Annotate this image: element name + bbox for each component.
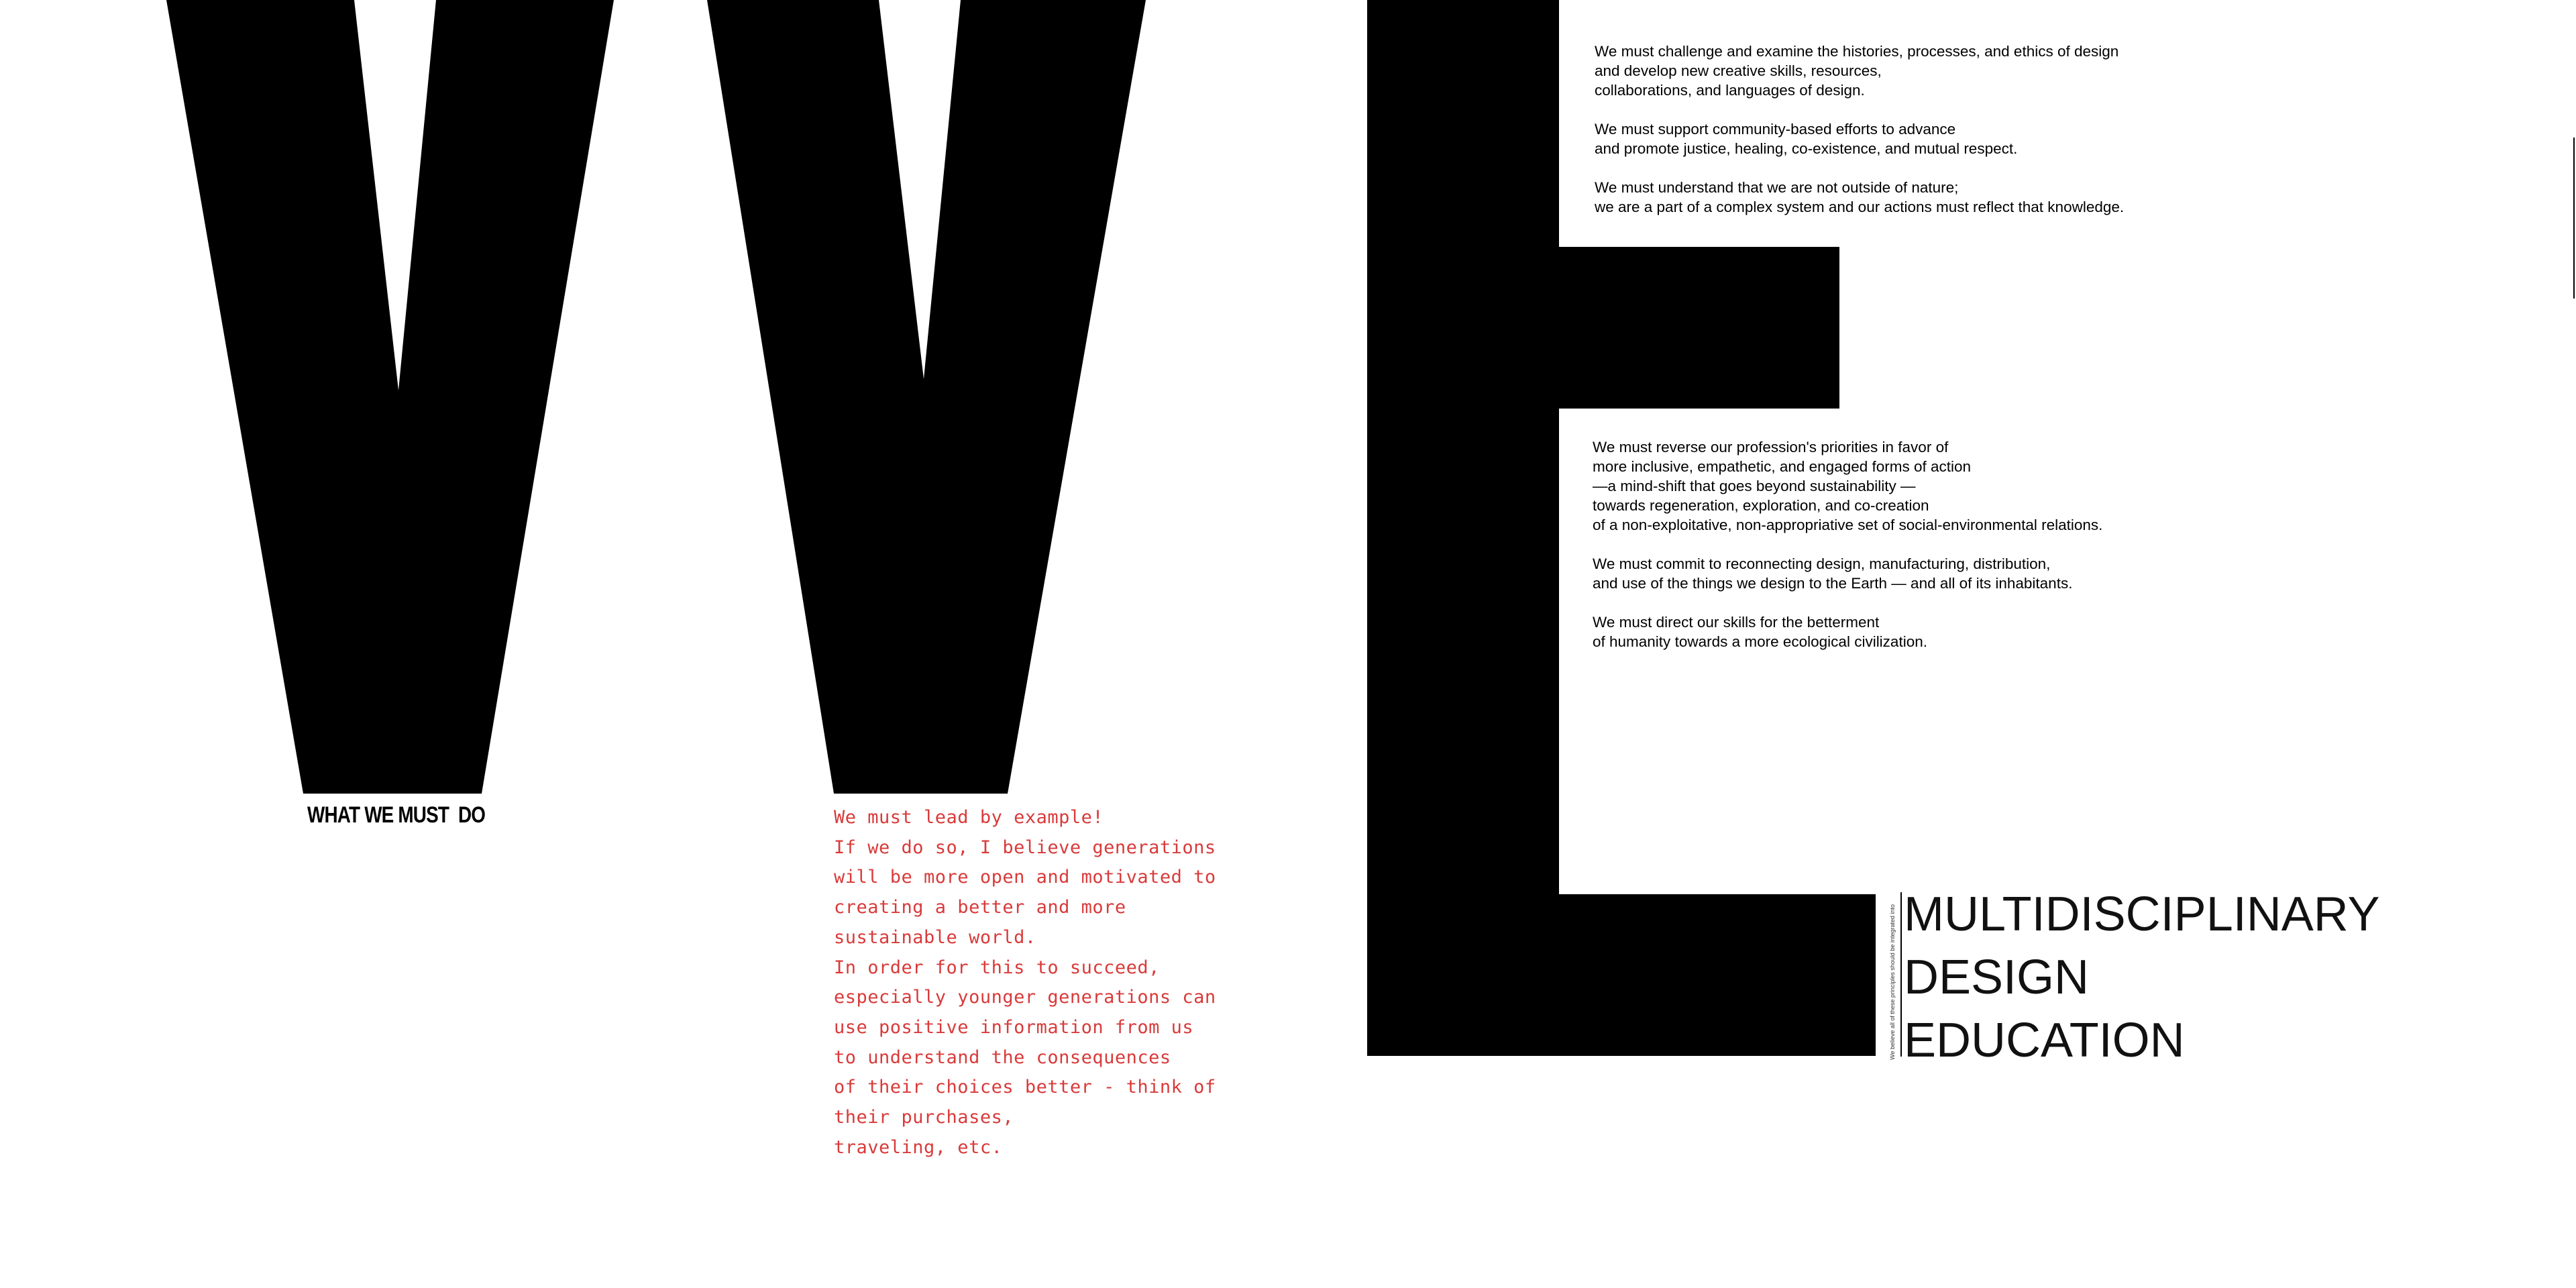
statement-line: of a non-exploitative, non-appropriative set of social-environmental relations.	[1593, 517, 2103, 533]
note-line: creating a better and more	[834, 897, 1126, 918]
handwritten-note	[834, 803, 1216, 1163]
heading-line: DESIGN	[1904, 951, 2090, 1004]
note-line: traveling, etc.	[834, 1136, 1003, 1158]
note-line: In order for this to succeed,	[834, 957, 1160, 978]
statements-top	[1595, 42, 2124, 217]
letter-v-left	[166, 0, 614, 794]
statement-line: and use of the things we design to the Earth — and all of its inhabitants.	[1593, 575, 2073, 592]
statement-line: towards regeneration, exploration, and co-creation	[1593, 497, 1929, 514]
statement-paragraph	[1593, 437, 2102, 535]
statement-paragraph	[1595, 42, 2124, 100]
letter-v-right	[707, 0, 1146, 794]
statement-line: We must challenge and examine the histories, processes, and ethics of design	[1595, 43, 2119, 60]
vertical-footnote: We believe all of these principles should be integrated into	[1889, 904, 1896, 1060]
page-edge-mark	[2573, 138, 2575, 299]
heading-multidisciplinary-design-education	[1904, 883, 2380, 1072]
divider-line	[1900, 892, 1902, 1057]
statement-line: and promote justice, healing, co-existence, and mutual respect.	[1595, 140, 2018, 157]
statement-line: collaborations, and languages of design.	[1595, 82, 1865, 99]
statement-paragraph	[1595, 178, 2124, 217]
statement-line: we are a part of a complex system and our actions must reflect that knowledge.	[1595, 199, 2125, 215]
statements-bottom	[1593, 437, 2102, 651]
statement-line: and develop new creative skills, resources,	[1595, 62, 1882, 79]
note-line: sustainable world.	[834, 926, 1036, 948]
note-line: of their choices better - think of	[834, 1077, 1216, 1098]
statement-line: We must commit to reconnecting design, manufacturing, distribution,	[1593, 555, 2051, 572]
statement-paragraph	[1595, 119, 2124, 158]
note-line: especially younger generations can	[834, 987, 1216, 1008]
note-line: to understand the consequences	[834, 1046, 1171, 1068]
note-line: If we do so, I believe generations	[834, 837, 1216, 858]
note-line: We must lead by example!	[834, 807, 1104, 828]
statement-line: more inclusive, empathetic, and engaged forms of action	[1593, 458, 1972, 475]
note-line: will be more open and motivated to	[834, 867, 1216, 888]
statement-paragraph	[1593, 554, 2102, 593]
statement-line: We must support community-based efforts to advance	[1595, 121, 1956, 138]
note-line: their purchases,	[834, 1107, 1014, 1128]
statement-line: of humanity towards a more ecological civilization.	[1593, 633, 1927, 650]
heading-line: EDUCATION	[1904, 1014, 2185, 1067]
statement-line: We must reverse our profession's priorities in favor of	[1593, 439, 1949, 455]
caption-what-we-must-do: WHAT WE MUST DO	[307, 802, 486, 828]
statement-line: We must understand that we are not outside of nature;	[1595, 179, 1959, 196]
note-line: use positive information from us	[834, 1016, 1194, 1038]
statement-line: —a mind-shift that goes beyond sustainability —	[1593, 478, 1916, 494]
heading-line: MULTIDISCIPLINARY	[1904, 888, 2380, 941]
statement-paragraph	[1593, 612, 2102, 651]
statement-line: We must direct our skills for the betterment	[1593, 614, 1880, 631]
